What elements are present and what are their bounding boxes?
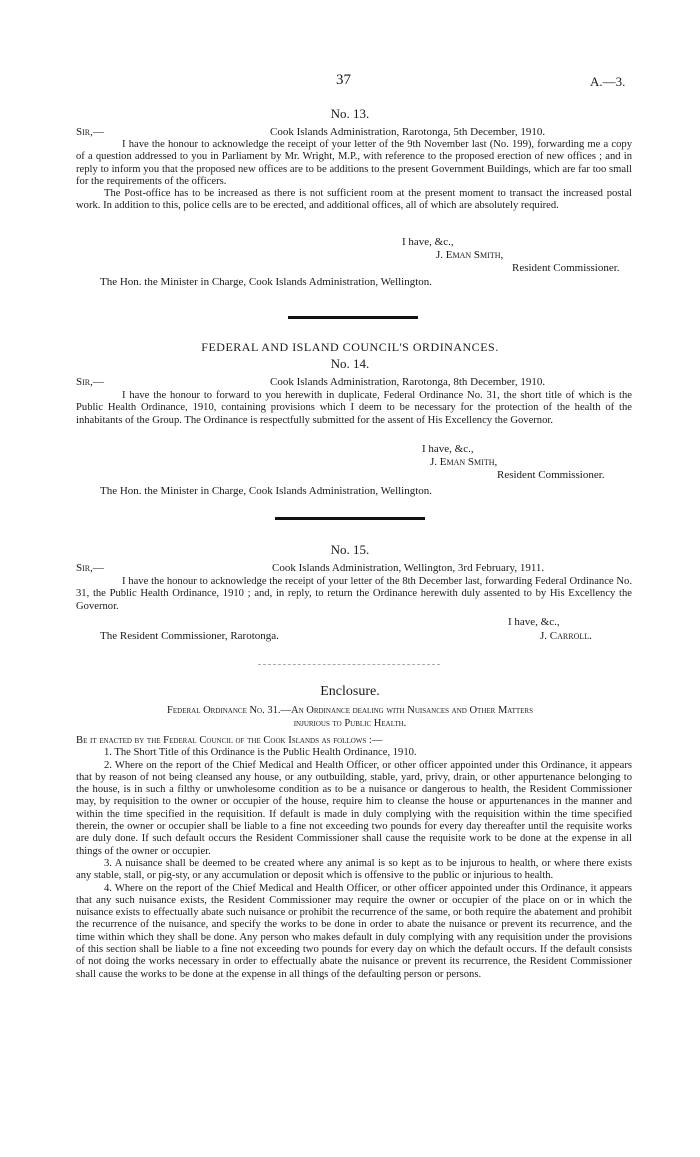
letter-13-paragraph-2: The Post-office has to be increased as there is not sufficient room at the present moment to transact the increased postal work. In addition to this, police cells are to be erected, and additional offices, all of which are absolutely required.	[76, 188, 632, 212]
letter-15-salutation: Sir,—	[76, 562, 104, 574]
letter-14-signature-title: Resident Commissioner.	[497, 469, 605, 481]
letter-14-signature: J. Eman Smith,	[430, 456, 498, 468]
ordinance-title-line-2: injurious to Public Health.	[293, 718, 407, 729]
letter-13-signature-title: Resident Commissioner.	[512, 262, 620, 274]
enacting-clause: Be it enacted by the Federal Council of the Cook Islands as follows :—	[76, 735, 383, 746]
letter-15-body	[76, 576, 632, 613]
letter-14-paragraph-1: I have the honour to forward to you herewith in duplicate, Federal Ordinance No. 31, the short title of which is the Public Health Ordinance, 1910, containing provisions which I deem to be necessary for the protection of the health of the inhabitants of the Group. The Ordinance is respectfully submitted for the assent of His Excellency the Governor.	[76, 390, 632, 426]
ordinance-body	[76, 735, 632, 981]
letter-15-addressee: The Resident Commissioner, Rarotonga.	[100, 630, 279, 642]
enclosure-title: Enclosure.	[320, 684, 380, 699]
letter-13-addressee: The Hon. the Minister in Charge, Cook Islands Administration, Wellington.	[100, 276, 433, 288]
ordinance-section-3: 3. A nuisance shall be deemed to be created where any animal is so kept as to be injurous to health, or where there exists any stable, stall, or pig-sty, or any accumulation or deposit which is offensive to the public or injurious to health.	[76, 857, 632, 882]
letter-15-closing: I have, &c.,	[508, 616, 560, 628]
section-heading: FEDERAL AND ISLAND COUNCIL'S ORDINANCES.	[201, 340, 499, 354]
letter-14-salutation: Sir,—	[76, 376, 104, 388]
letter-14-addressee: The Hon. the Minister in Charge, Cook Islands Administration, Wellington.	[100, 485, 433, 497]
page-number: 37	[336, 72, 351, 88]
letter-13-closing: I have, &c.,	[402, 236, 454, 248]
letter-15-address: Cook Islands Administration, Wellington, 3rd February, 1911.	[272, 562, 545, 574]
ordinance-section-1: 1. The Short Title of this Ordinance is the Public Health Ordinance, 1910.	[104, 747, 417, 759]
letter-14-address: Cook Islands Administration, Rarotonga, 8th December, 1910.	[270, 376, 546, 388]
ordinance-section-2: 2. Where on the report of the Chief Medical and Health Officer, or other officer appointed under this Ordinance, it appears that by reason of not being cleansed any house, or any outbuilding, stable, yard, privy, drain, or other appurtenance belonging to the house, is in such a filthy or unwholesome condition as to be a nuisance or dangerous to health, the Resident Commissioner may, by requisition to the owner or occupier of the house, require him to cleanse the house or appurtenances in the manner and within the time specified in the requisition. If default is made in duly complying with the requisition within the time specified therein, the owner or occupier shall be liable to a fine not exceeding two pounds for every day thereafter until the requisite works are duly done. If such default occurs the Resident Commissioner shall cause the requisite work to be done at the expense in all things of the owner or occupier.	[76, 759, 632, 857]
letter-13-title: No. 13.	[330, 106, 370, 121]
section-divider	[288, 316, 418, 319]
page-reference: A.—3.	[590, 74, 626, 89]
letter-13-paragraph-1: I have the honour to acknowledge the receipt of your letter of the 9th November last (No. 199), forwarding me a copy of a question addressed to you in Parliament by Mr. Wright, M.P., with reference to the proposed erection of new offices ; and in reply to inform you that the proposed new offices are to be additions to the present Government Buildings, which are far too small for the requirements of the officers.	[76, 139, 632, 187]
section-divider	[275, 517, 425, 520]
letter-15-signature: J. Carroll.	[540, 630, 592, 642]
ordinance-section-4: 4. Where on the report of the Chief Medical and Health Officer, or other officer appointed under this Ordinance, it appears that any such nuisance exists, the Resident Commissioner may require the owner or occupier of the place on or in which the nuisance exists to effectually abate such nuisance or prohibit the recurrence of the same, or both require the abatement and prohibit the recurrence of the nuisance, and specify the works to be done in order to abate the nuisance or prevent its recurrence, and the time within which they shall be done. Any person who makes default in duly complying with any requisition under the provisions of this section shall be liable to a fine not exceeding two pounds for every day on which the default occurs. If the default consists of not doing the works necessary in order to effectually abate the nuisance or prevent its recurrence, the Resident Commissioner shall cause the works to be done at the expense in all things of the defaulting person or persons.	[76, 882, 632, 980]
letter-14-closing: I have, &c.,	[422, 443, 474, 455]
letter-13-address: Cook Islands Administration, Rarotonga, 5th December, 1910.	[270, 126, 546, 138]
letter-13-salutation: Sir,—	[76, 126, 104, 138]
letter-13-body	[76, 139, 632, 213]
letter-13-signature: J. Eman Smith,	[436, 249, 504, 261]
ordinance-title-line-1: Federal Ordinance No. 31.—An Ordinance dealing with Nuisances and Other Matters	[167, 705, 533, 716]
letter-15-title: No. 15.	[330, 542, 370, 557]
letter-14-title: No. 14.	[330, 356, 370, 371]
letter-14-body	[76, 390, 632, 427]
letter-15-paragraph-1: I have the honour to acknowledge the receipt of your letter of the 8th December last, forwarding Federal Ordinance No. 31, the Public Health Ordinance, 1910 ; and, in reply, to return the Ordinance herewith duly assented to by His Excellency the Governor.	[76, 576, 632, 612]
enclosure-divider	[258, 664, 440, 665]
